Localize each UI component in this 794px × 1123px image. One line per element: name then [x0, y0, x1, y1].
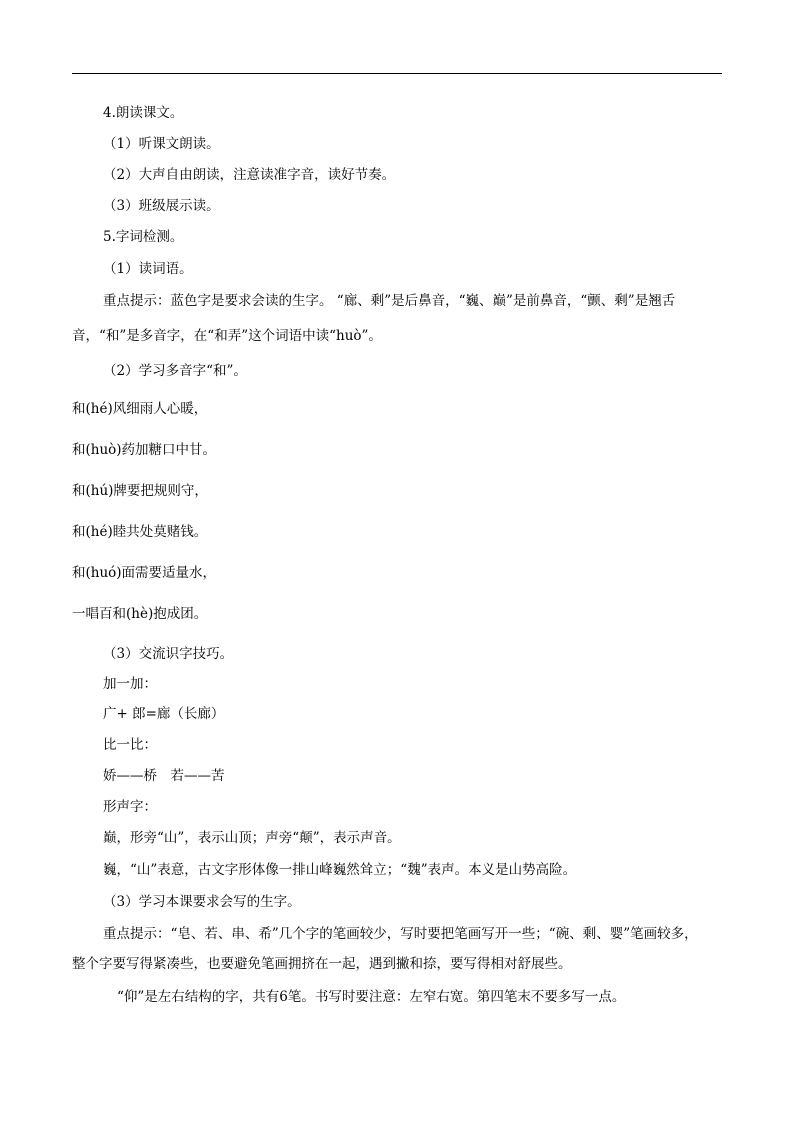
method-phonetic: 形声字：	[103, 799, 157, 815]
method-add: 加一加：	[103, 676, 157, 692]
writing-note-yang: “仰”是左右结构的字，共有6笔。书写时要注意：左窄右宽。第四笔末不要多写一点。	[117, 989, 626, 1005]
poem-line-5: 和(huó)面需要适量水，	[72, 565, 217, 581]
phonetic-example-dian: 巅，形旁“山”，表示山顶；声旁“颠”，表示声音。	[103, 830, 401, 846]
step-listen: （1）听课文朗读。	[103, 136, 220, 152]
section-heading-word-check: 5.字词检测。	[103, 229, 184, 245]
step-write-characters: （3）学习本课要求会写的生字。	[103, 894, 301, 910]
poem-line-4: 和(hé)睦共处莫赌钱。	[72, 524, 208, 540]
step-read-freely: （2）大声自由朗读，注意读准字音，读好节奏。	[103, 167, 396, 183]
step-class-show: （3）班级展示读。	[103, 198, 220, 214]
section-heading-read-aloud: 4.朗读课文。	[103, 105, 184, 121]
poem-line-3: 和(hú)牌要把规则守，	[72, 483, 208, 499]
step-read-words: （1）读词语。	[103, 261, 193, 277]
method-compare: 比一比：	[103, 737, 157, 753]
phonetic-example-wei: 巍，“山”表意，古文字形体像一排山峰巍然耸立；“魏”表声。本义是山势高险。	[103, 862, 577, 878]
poem-line-2: 和(huò)药加糖口中甘。	[72, 442, 217, 458]
method-add-example: 广+ 郎=廊（长廊）	[103, 706, 225, 722]
key-tip-reading: 重点提示：蓝色字是要求会读的生字。 “廊、剩”是后鼻音，“巍、巅”是前鼻音，“颤、剩”是翘舌	[103, 293, 676, 309]
poem-line-1: 和(hé)风细雨人心暖，	[72, 401, 208, 417]
poem-line-6: 一唱百和(hè)抱成团。	[72, 606, 208, 622]
key-tip-writing: 重点提示：“皂、若、串、希”几个字的笔画较少，写时要把笔画写开一些；“碗、剩、婴”笔画较多，	[103, 926, 698, 942]
header-rule	[72, 73, 722, 74]
key-tip-writing-cont: 整个字要写得紧凑些，也要避免笔画拥挤在一起，遇到撇和捺，要写得相对舒展些。	[72, 956, 572, 972]
step-polyphone: （2）学习多音字“和”。	[103, 363, 247, 379]
key-tip-reading-cont: 音，“和”是多音字，在“和弄”这个词语中读“huò”。	[72, 328, 382, 344]
step-exchange-tips: （3）交流识字技巧。	[103, 646, 234, 662]
method-compare-example: 娇——桥 若——苦	[103, 768, 225, 784]
